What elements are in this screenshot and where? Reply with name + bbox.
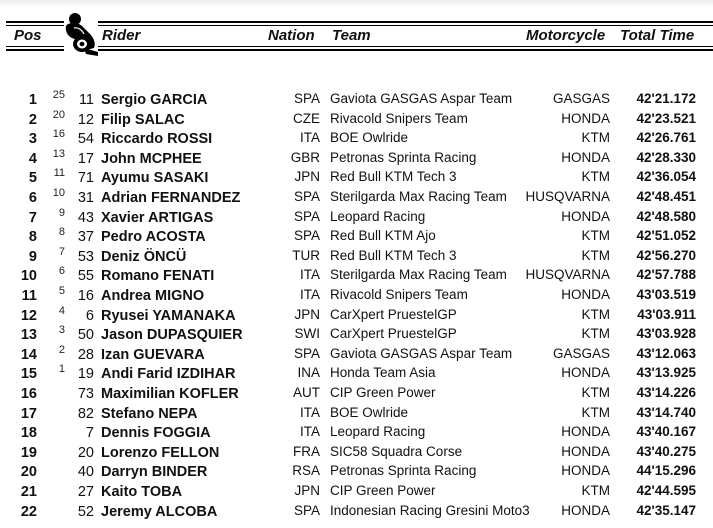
team: Leopard Racing (330, 424, 426, 440)
position: 18 (20, 425, 37, 442)
rider-name: Jason DUPASQUIER (101, 327, 243, 344)
motorcycle: HONDA (561, 463, 610, 479)
team: Red Bull KTM Tech 3 (330, 169, 457, 185)
table-row (0, 483, 713, 502)
motorcycle: KTM (581, 306, 610, 322)
position: 14 (20, 346, 37, 363)
column-header-motorcycle: Motorcycle (526, 27, 606, 44)
table-row (0, 245, 713, 267)
rider-name: Pedro ACOSTA (101, 229, 206, 246)
rider-name: Lorenzo FELLON (101, 444, 220, 461)
motorcycle: HUSQVARNA (525, 189, 610, 204)
rider-number: 53 (77, 248, 94, 265)
motorcycle-rider-icon (60, 12, 100, 56)
team: Petronas Sprinta Racing (330, 463, 477, 479)
table-row (0, 385, 713, 404)
motorcycle: GASGAS (552, 91, 610, 106)
rider-name: Dennis FOGGIA (101, 425, 211, 442)
rider-number: 43 (77, 209, 94, 226)
rider-name: Filip SALAC (101, 111, 185, 128)
team: BOE Owlride (330, 130, 409, 146)
rider-name: Kaito TOBA (101, 484, 183, 500)
rider-name: Romano FENATI (101, 268, 215, 285)
rider-name: Xavier ARTIGAS (101, 209, 214, 226)
header-rule-top-left (6, 21, 64, 23)
team: CIP Green Power (330, 385, 436, 400)
rider-number: 20 (77, 444, 94, 461)
team: Rivacold Snipers Team (330, 287, 468, 302)
motorcycle: KTM (581, 483, 610, 498)
header-rule-bottom-left-2 (6, 49, 64, 51)
motorcycle: HONDA (561, 208, 610, 224)
rider-name: Deniz ÖNCÜ (101, 248, 187, 265)
nation: ITA (300, 424, 320, 440)
table-row (0, 326, 713, 345)
motorcycle: HONDA (561, 424, 610, 440)
motorcycle: KTM (581, 404, 610, 420)
table-row (0, 108, 713, 130)
team: CarXpert PruestelGP (330, 306, 457, 322)
position: 13 (20, 327, 37, 344)
position: 19 (20, 444, 37, 461)
team: Honda Team Asia (330, 365, 436, 381)
nation: RSA (292, 463, 320, 479)
rider-name: Riccardo ROSSI (101, 131, 213, 148)
points: 6 (58, 265, 65, 278)
header-rule-bottom-left (6, 46, 64, 47)
position: 3 (28, 131, 37, 148)
rider-number: 19 (77, 366, 94, 383)
team: Sterilgarda Max Racing Team (330, 189, 507, 204)
rider-name: John MCPHEE (101, 150, 202, 167)
points: 4 (58, 304, 65, 317)
nation: ITA (300, 130, 320, 146)
rider-number: 11 (78, 92, 94, 108)
position: 4 (28, 150, 37, 167)
nation: ITA (300, 404, 320, 420)
total-time: 42'51.052 (636, 228, 696, 244)
position: 20 (20, 464, 37, 481)
nation: GBR (290, 149, 320, 165)
points: 25 (52, 89, 65, 101)
rider-number: 31 (77, 190, 94, 206)
points: 20 (52, 108, 65, 121)
column-header-nation: Nation (268, 27, 315, 44)
nation: FRA (293, 443, 320, 459)
rider-name: Maximilian KOFLER (101, 386, 239, 402)
column-header-total-time: Total Time (620, 27, 695, 44)
motorcycle: HONDA (561, 502, 610, 518)
rider-number: 17 (77, 150, 94, 167)
position: 8 (28, 229, 37, 246)
points: 11 (53, 167, 65, 180)
total-time: 43'40.275 (636, 443, 696, 459)
rider-number: 28 (77, 346, 94, 363)
motorcycle: HONDA (561, 149, 610, 165)
rider-name: Ayumu SASAKI (101, 170, 209, 187)
team: Sterilgarda Max Racing Team (330, 267, 507, 283)
motorcycle: HUSQVARNA (525, 267, 610, 283)
rider-name: Adrian FERNANDEZ (101, 190, 241, 206)
nation: INA (297, 365, 320, 381)
total-time: 42'28.330 (636, 149, 696, 165)
nation: ITA (300, 287, 320, 302)
total-time: 43'03.911 (637, 306, 696, 322)
points: 5 (58, 285, 65, 297)
nation: SWI (294, 326, 320, 342)
table-row (0, 189, 713, 208)
total-time: 42'56.270 (636, 247, 696, 263)
position: 22 (20, 503, 37, 520)
header-rule-top-right (98, 21, 713, 23)
position: 9 (28, 248, 37, 265)
nation: JPN (294, 483, 320, 498)
table-row (0, 365, 713, 384)
nation: SPA (293, 228, 320, 244)
team: Red Bull KTM Ajo (330, 228, 436, 244)
total-time: 43'40.167 (636, 424, 696, 440)
column-header-pos: Pos (14, 27, 42, 44)
team: Gaviota GASGAS Aspar Team (330, 91, 513, 106)
rider-name: Darryn BINDER (101, 464, 208, 481)
total-time: 43'13.925 (636, 365, 696, 381)
table-row (0, 206, 713, 228)
position: 12 (20, 307, 37, 324)
motorcycle: HONDA (561, 443, 610, 459)
rider-number: 55 (77, 268, 94, 285)
table-row (0, 147, 713, 169)
points: 3 (58, 324, 65, 337)
column-header-rider: Rider (102, 27, 141, 44)
total-time: 43'03.928 (636, 326, 696, 342)
rider-number: 73 (77, 386, 94, 402)
rider-number: 6 (85, 307, 94, 324)
nation: ITA (300, 267, 320, 283)
motorcycle: KTM (581, 326, 610, 342)
nation: AUT (293, 385, 320, 400)
team: Petronas Sprinta Racing (330, 149, 477, 165)
nation: SPA (293, 91, 320, 106)
team: Rivacold Snipers Team (330, 110, 468, 126)
points: 10 (52, 187, 65, 199)
rider-name: Andrea MIGNO (101, 288, 205, 304)
table-row (0, 228, 713, 247)
nation: SPA (293, 502, 320, 518)
motorcycle: KTM (581, 169, 610, 185)
table-row (0, 169, 713, 188)
rider-number: 27 (77, 484, 94, 500)
position: 5 (28, 170, 37, 187)
motorcycle: HONDA (561, 287, 610, 302)
team: CarXpert PruestelGP (330, 326, 457, 342)
rider-name: Jeremy ALCOBA (101, 503, 218, 520)
total-time: 42'44.595 (636, 483, 696, 498)
rider-name: Izan GUEVARA (101, 346, 205, 363)
table-row (0, 130, 713, 149)
rider-number: 12 (77, 111, 94, 128)
team: Red Bull KTM Tech 3 (330, 247, 457, 263)
table-row (0, 91, 713, 110)
position: 7 (28, 209, 37, 226)
total-time: 44'15.296 (636, 463, 696, 479)
position: 21 (20, 484, 37, 500)
motorcycle: KTM (581, 385, 610, 400)
nation: JPN (294, 169, 320, 185)
position: 2 (28, 111, 37, 128)
points: 13 (52, 147, 65, 160)
points: 8 (58, 226, 65, 239)
total-time: 43'14.226 (636, 385, 696, 400)
total-time: 43'14.740 (636, 404, 696, 420)
team: SIC58 Squadra Corse (330, 443, 463, 459)
table-row (0, 287, 713, 306)
total-time: 42'57.788 (636, 267, 696, 283)
rider-number: 50 (77, 327, 94, 344)
column-header-team: Team (332, 27, 371, 44)
points: 1 (58, 363, 65, 376)
rider-number: 7 (85, 425, 94, 442)
total-time: 42'36.054 (636, 169, 696, 185)
team: BOE Owlride (330, 404, 409, 420)
team: Leopard Racing (330, 208, 426, 224)
team: Indonesian Racing Gresini Moto3 (330, 502, 530, 518)
rider-name: Andi Farid IZDIHAR (101, 366, 236, 383)
position: 6 (28, 190, 37, 206)
motorcycle: HONDA (561, 365, 610, 381)
rider-number: 54 (77, 131, 94, 148)
header-rule-top-left-2 (6, 25, 64, 26)
points: 16 (52, 128, 65, 141)
total-time: 42'48.580 (636, 208, 696, 224)
rider-number: 71 (77, 170, 94, 187)
table-row (0, 503, 713, 522)
table-row (0, 424, 713, 443)
total-time: 42'48.451 (636, 189, 696, 204)
motorcycle: HONDA (561, 110, 610, 126)
position: 10 (20, 268, 37, 285)
table-row (0, 304, 713, 326)
header-rule-bottom-right (98, 46, 713, 47)
table-row (0, 463, 713, 482)
rider-name: Ryusei YAMANAKA (101, 307, 236, 324)
team: CIP Green Power (330, 483, 436, 498)
nation: JPN (294, 306, 320, 322)
table-row (0, 405, 713, 424)
table-row (0, 444, 713, 463)
rider-number: 40 (77, 464, 94, 481)
total-time: 43'12.063 (636, 345, 696, 361)
nation: SPA (293, 345, 320, 361)
rider-number: 37 (77, 229, 94, 246)
total-time: 42'23.521 (636, 110, 696, 126)
points: 2 (58, 343, 65, 356)
total-time: 43'03.519 (636, 287, 696, 302)
motorcycle: KTM (581, 228, 610, 244)
header-rule-bottom-right-2 (98, 49, 713, 51)
motorcycle: KTM (581, 247, 610, 263)
rider-number: 82 (77, 405, 94, 422)
nation: CZE (293, 110, 320, 126)
nation: SPA (293, 189, 320, 204)
rider-number: 52 (77, 503, 94, 520)
rider-name: Stefano NEPA (101, 405, 198, 422)
position: 15 (20, 366, 37, 383)
motorcycle: GASGAS (552, 345, 610, 361)
rider-number: 16 (77, 288, 94, 304)
header-rule-top-right-2 (98, 25, 713, 26)
points: 9 (58, 206, 65, 219)
team: Gaviota GASGAS Aspar Team (330, 345, 513, 361)
total-time: 42'26.761 (636, 130, 696, 146)
position: 1 (28, 92, 37, 108)
table-row (0, 267, 713, 286)
position: 16 (20, 386, 37, 402)
page-top-shadow (0, 0, 713, 8)
nation: SPA (293, 208, 320, 224)
position: 11 (21, 288, 37, 304)
nation: TUR (292, 247, 320, 263)
total-time: 42'21.172 (636, 91, 696, 106)
motorcycle: KTM (581, 130, 610, 146)
points: 7 (58, 245, 65, 258)
rider-name: Sergio GARCIA (101, 92, 208, 108)
total-time: 42'35.147 (636, 502, 696, 518)
position: 17 (20, 405, 37, 422)
table-row (0, 343, 713, 365)
